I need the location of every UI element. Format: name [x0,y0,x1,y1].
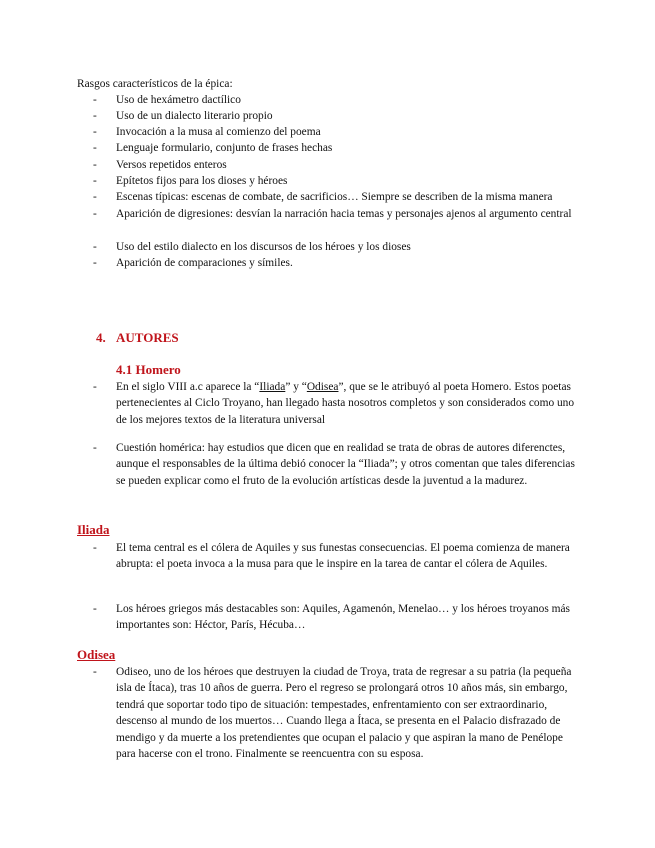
section-heading-autores [96,330,179,346]
odisea-link: Odisea [306,381,339,393]
section-title: AUTORES [116,330,179,345]
bullet-dash: - [93,542,97,554]
epica-item: Invocación a la musa al comienzo del poema [116,126,321,138]
text-span: En el siglo VIII a.c aparece la “ [116,381,260,393]
odisea-heading: Odisea [77,647,116,662]
epica-item: Epítetos fijos para los dioses y héroes [116,175,288,187]
iliada-link: Iliada [259,381,286,393]
subsection-heading-homero: 4.1 Homero [116,362,181,377]
bullet-dash: - [93,381,97,393]
bullet-dash: - [93,110,97,122]
bullet-dash: - [93,257,97,269]
epica-item: Escenas típicas: escenas de combate, de sacrificios… Siempre se describen de la misma manera [116,191,553,203]
epica-item: Lenguaje formulario, conjunto de frases hechas [116,142,333,154]
epica-item: Uso del estilo dialecto en los discursos de los héroes y los dioses [116,241,411,253]
bullet-dash: - [93,241,97,253]
text-span: ” y “ [285,381,307,393]
bullet-dash: - [93,603,97,615]
homero-paragraph-2: Cuestión homérica: hay estudios que dicen que en realidad se trata de obras de autores diferenctes, aunque el responsables de la última debió conocer la “Iliada”; y otros comentan que tales diferencias se pueden explicar como el fruto de la evolución artísticas desde la juventud a la madurez. [116,442,575,487]
text-span: ”, que se le atribuyó al poeta Homero. Estos poetas pertenecientes al Ciclo Troyano, han llegado hasta nosotros completos y son considerados como uno de los mejores textos de la literatura universal [116,381,575,426]
epica-intro: Rasgos característicos de la épica: [77,78,233,90]
bullet-dash: - [93,175,97,187]
epica-item: Uso de un dialecto literario propio [116,110,273,122]
homero-paragraph-1 [116,379,578,428]
bullet-dash: - [93,142,97,154]
bullet-dash: - [93,159,97,171]
bullet-dash: - [93,126,97,138]
odisea-paragraph-1: Odiseo, uno de los héroes que destruyen la ciudad de Troya, trata de regresar a su patria (la pequeña isla de Ítaca), tras 10 años de guerra. Pero el regreso se prolongará otros 10 años más, sin embargo, tendrá que soportar todo tipo de situación: tempestades, enfrentamiento con ser extraordinario, descenso al mundo de los muertos… Cuando llega a Ítaca, se presenta en el Palacio disfrazado de mendigo y da muerte a los pretendientes que ocupan el palacio y que aspiran la mano de Penélope para hacerse con el trono. Finalmente se reencuentra con su esposa. [116,666,572,761]
epica-item: Aparición de comparaciones y símiles. [116,257,293,269]
section-number: 4. [96,330,106,345]
iliada-heading: Iliada [77,522,110,537]
epica-item: Aparición de digresiones: desvían la narración hacia temas y personajes ajenos al argumento central [116,208,572,220]
epica-item: Uso de hexámetro dactílico [116,94,241,106]
iliada-paragraph-2: Los héroes griegos más destacables son: Aquiles, Agamenón, Menelao… y los héroes troyanos más importantes son: Héctor, París, Hécuba… [116,603,570,632]
epica-item: Versos repetidos enteros [116,159,227,171]
bullet-dash: - [93,191,97,203]
bullet-dash: - [93,442,97,454]
bullet-dash: - [93,208,97,220]
bullet-dash: - [93,666,97,678]
iliada-paragraph-1: El tema central es el cólera de Aquiles y sus funestas consecuencias. El poema comienza de manera abrupta: el poeta invoca a la musa para que le inspire en la tarea de cantar el cólera de Aquiles. [116,542,570,571]
bullet-dash: - [93,94,97,106]
